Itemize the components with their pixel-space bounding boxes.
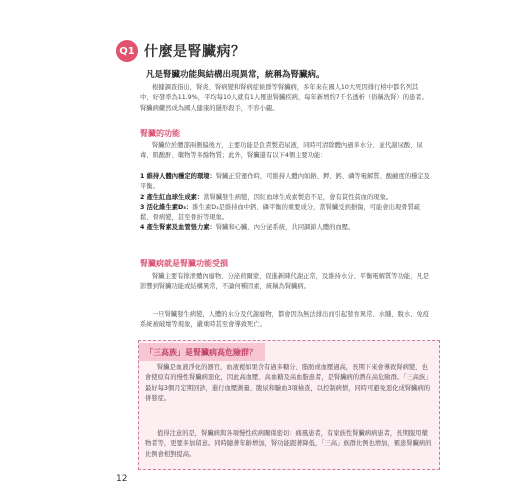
list-item-label: 3 活化維生素D₃：	[140, 203, 193, 211]
list-item	[140, 193, 432, 203]
list-item	[140, 203, 432, 224]
function-list	[140, 172, 432, 234]
page-title: 什麼是腎臟病？	[144, 44, 246, 60]
intro-paragraph: 根據調查指出，腎炎、腎病變和腎病症候群等腎臟病，多年來在國人10大死因排行榜中都名列其中，好發率為11.9%，平均每10人就有1人罹患腎臟疾病，每年新增約7千名透析（俗稱洗腎）的患者。腎臟病儼然成為國人健康的隱形殺手，不容小覷。	[140, 84, 428, 112]
box-paragraph-2: 值得注意的是，腎臟病與各項慢性疾病關係密切：痛風患者，有家族性腎臟病病患者，長期服用藥物者等，更要多加留意。同時隨著年齡增加，腎功能跟著降低，「三高」族群比例也增加，罹患腎臟病的比例會相對提高。	[145, 430, 432, 458]
list-item-text: 腎臟和心臟、內分泌系統，共同調節人體的血壓。	[215, 224, 355, 232]
list-item-label: 4 產生腎素及血管張力素：	[140, 224, 216, 232]
question-header	[116, 40, 246, 62]
list-item-label: 1 維持人體內穩定的環境：	[140, 173, 216, 180]
page-number: 12	[116, 474, 128, 484]
list-item	[140, 172, 432, 193]
sidebar-box	[138, 340, 440, 470]
box-title: 「三高族」是腎臟病高危險群？	[145, 347, 257, 357]
box-title-band	[139, 343, 265, 361]
section-title-kidney-function: 腎臟的功能	[140, 129, 180, 138]
section-title-kidney-disease: 腎臟病就是腎臟功能受損	[140, 259, 228, 268]
list-item-label: 2 產生紅血球生成素：	[140, 193, 204, 201]
page-subtitle: 凡是腎臟功能與結構出現異常，統稱為腎臟病。	[146, 70, 325, 80]
box-paragraph-1: 腎臟是血液淨化的器官，血液裡如果含有過多糖分、脂肪或血壓過高，長期下來會導致腎病變，也會使原有的慢性腎臟病惡化，因此高血壓、高血糖及高血脂患者，是腎臟病的潛在高危險群。「三高族」最好每3個月定期回診，進行血壓測量、腹尿和驗血3項檢查，以控制病情，同時可避免惡化成腎臟病的併發症。	[145, 364, 432, 402]
list-item-text: 維生素D₃是維持血中鈣、磷平衡的重要成分，當腎臟受到損傷，可能會出現骨質疏鬆、骨病變，甚至骨折等現象。	[140, 203, 421, 222]
list-item	[140, 223, 432, 233]
section2-paragraph-1: 腎臟主要有排泄體內廢物、分泌荷爾蒙、促進新陳代謝正常，及維持水分、平衡電解質等功能，凡是影響到腎臟功能或結構異常，不論何種因素，統稱為腎臟病。	[140, 273, 430, 291]
list-item-text: 腎臟正常運作時，可維持人體內如鈉、鉀、鈣、磷等電解質、酸鹼度的穩定及平衡。	[140, 173, 430, 191]
section2-paragraph-2: 一旦腎臟發生病變，人體的水分及代謝廢物，都會因為無法排出而引起發育異常、水腫、脫水、免疫系統被破壞等現象，嚴重時甚至會導致死亡。	[140, 311, 430, 329]
question-badge: Q1	[116, 40, 138, 62]
section1-paragraph: 腎臟位於腰部兩側偏後方，主要功能是負責製造尿液，同時可清除體內過多水分、並代謝尿酸、尿毒、肌酸酐、藥物等多餘物質；此外，腎臟還有以下4個主要功能：	[140, 142, 423, 160]
list-item-text: 當腎臟發生病變，因紅血球生成素製造不足，會有貧性貧血的現象。	[203, 193, 393, 201]
